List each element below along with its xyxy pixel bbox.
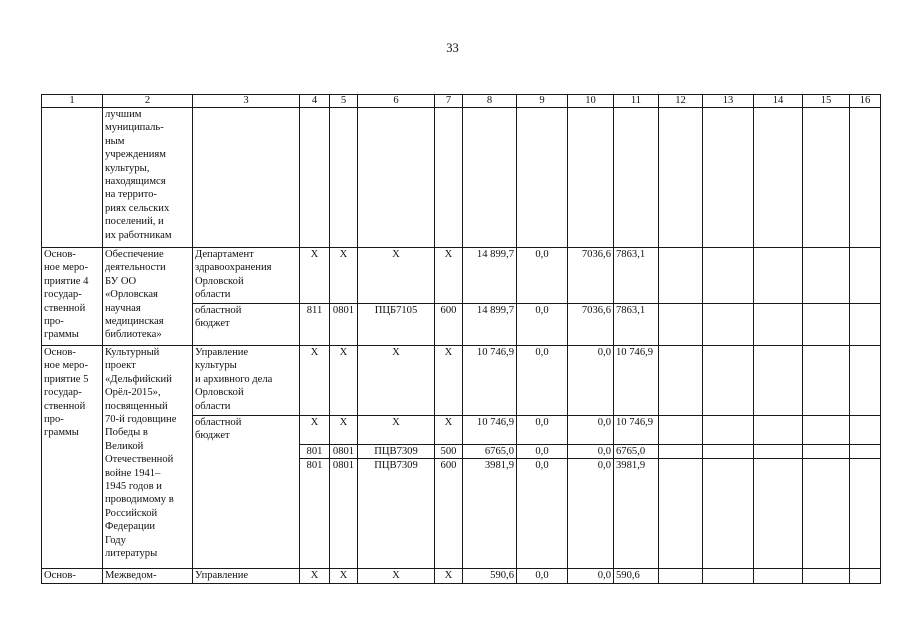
table-cell bbox=[850, 445, 881, 459]
column-header: 6 bbox=[358, 95, 435, 108]
budget-table bbox=[41, 94, 881, 584]
table-cell: Х bbox=[435, 569, 463, 583]
table-cell bbox=[803, 569, 850, 583]
table-row bbox=[42, 569, 881, 583]
amount-cell: 6765,0 bbox=[463, 445, 517, 459]
amount-cell: 0,0 bbox=[517, 416, 568, 445]
table-cell bbox=[330, 108, 358, 248]
table-cell: Х bbox=[358, 248, 435, 304]
table-cell bbox=[703, 445, 754, 459]
amount-cell: 0,0 bbox=[568, 445, 614, 459]
table-cell bbox=[803, 416, 850, 445]
amount-cell: 0,0 bbox=[517, 304, 568, 346]
executor-cell: Управление bbox=[193, 569, 300, 583]
table-cell: Х bbox=[358, 569, 435, 583]
amount-cell: 0,0 bbox=[568, 569, 614, 583]
amount-cell: 10 746,9 bbox=[463, 416, 517, 445]
column-header: 7 bbox=[435, 95, 463, 108]
table-cell: Х bbox=[435, 416, 463, 445]
table-cell bbox=[703, 304, 754, 346]
table-row bbox=[42, 248, 881, 304]
table-cell bbox=[463, 108, 517, 248]
table-cell: Х bbox=[300, 346, 330, 416]
table-cell bbox=[803, 445, 850, 459]
amount-cell: 10 746,9 bbox=[614, 416, 659, 445]
column-header: 2 bbox=[103, 95, 193, 108]
table-cell: Х bbox=[330, 248, 358, 304]
column-header: 1 bbox=[42, 95, 103, 108]
amount-cell: 590,6 bbox=[614, 569, 659, 583]
executor-cell: Управление культуры и архивного дела Орловской области bbox=[193, 346, 300, 416]
amount-cell: 0,0 bbox=[517, 346, 568, 416]
measure-label-cell: Основ- ное меро- приятие 5 государ- ственной про- граммы bbox=[42, 346, 103, 569]
table-cell bbox=[42, 108, 103, 248]
table-cell: 500 bbox=[435, 445, 463, 459]
table-cell: 600 bbox=[435, 459, 463, 569]
table-cell: Х bbox=[300, 248, 330, 304]
table-cell bbox=[659, 248, 703, 304]
table-cell: Х bbox=[300, 569, 330, 583]
amount-cell: 14 899,7 bbox=[463, 304, 517, 346]
column-header: 11 bbox=[614, 95, 659, 108]
table-cell bbox=[850, 459, 881, 569]
amount-cell: 0,0 bbox=[517, 569, 568, 583]
table-row bbox=[42, 346, 881, 416]
table-cell bbox=[803, 459, 850, 569]
amount-cell: 10 746,9 bbox=[614, 346, 659, 416]
table-cell bbox=[435, 108, 463, 248]
table-cell bbox=[803, 108, 850, 248]
table-cell: 801 bbox=[300, 459, 330, 569]
table-cell bbox=[850, 416, 881, 445]
table-cell: ПЦБ7105 bbox=[358, 304, 435, 346]
table-cell: Х bbox=[358, 416, 435, 445]
table-cell bbox=[754, 459, 803, 569]
table-cell bbox=[703, 569, 754, 583]
table-cell bbox=[850, 569, 881, 583]
table-cell bbox=[754, 248, 803, 304]
column-header: 8 bbox=[463, 95, 517, 108]
measure-label-cell: Основ- ное меро- приятие 4 государ- ственной про- граммы bbox=[42, 248, 103, 346]
column-header: 3 bbox=[193, 95, 300, 108]
table-cell: 0801 bbox=[330, 304, 358, 346]
table-cell: Х bbox=[435, 248, 463, 304]
executor-cell: областной бюджет bbox=[193, 416, 300, 569]
table-cell: 811 bbox=[300, 304, 330, 346]
amount-cell: 7863,1 bbox=[614, 304, 659, 346]
measure-label-cell: Основ- bbox=[42, 569, 103, 583]
executor-cell: областной бюджет bbox=[193, 304, 300, 346]
measure-name-cell: Культурный проект «Дельфийский Орёл-2015», посвященный 70-й годовщине Победы в Великой Отечественной войне 1941– 1945 годов и проводимому в Российской Федерации Году литературы bbox=[103, 346, 193, 569]
amount-cell: 0,0 bbox=[517, 248, 568, 304]
table-cell bbox=[850, 108, 881, 248]
table-cell bbox=[754, 569, 803, 583]
table-cell bbox=[850, 346, 881, 416]
header-row bbox=[42, 95, 881, 108]
amount-cell: 7036,6 bbox=[568, 304, 614, 346]
table-cell bbox=[193, 108, 300, 248]
table-cell bbox=[358, 108, 435, 248]
table-cell bbox=[754, 416, 803, 445]
table-cell bbox=[659, 304, 703, 346]
column-header: 16 bbox=[850, 95, 881, 108]
table-cell bbox=[659, 445, 703, 459]
column-header: 15 bbox=[803, 95, 850, 108]
table-cell: ПЦВ7309 bbox=[358, 445, 435, 459]
table-cell: 600 bbox=[435, 304, 463, 346]
table-cell bbox=[659, 459, 703, 569]
table-cell: ПЦВ7309 bbox=[358, 459, 435, 569]
amount-cell: 7036,6 bbox=[568, 248, 614, 304]
table-cell bbox=[517, 108, 568, 248]
table-cell bbox=[659, 108, 703, 248]
amount-cell: 0,0 bbox=[568, 416, 614, 445]
amount-cell: 0,0 bbox=[568, 346, 614, 416]
page-number: 33 bbox=[446, 41, 459, 55]
table-cell bbox=[803, 346, 850, 416]
table-cell bbox=[703, 459, 754, 569]
table-cell: Х bbox=[330, 346, 358, 416]
table-cell bbox=[614, 108, 659, 248]
table-cell bbox=[850, 304, 881, 346]
column-header: 4 bbox=[300, 95, 330, 108]
table-cell bbox=[300, 108, 330, 248]
table-cell bbox=[754, 304, 803, 346]
measure-name-cell: лучшим муниципаль- ным учреждениям культуры, находящимся на террито- риях сельских поселений, и их работникам bbox=[103, 108, 193, 248]
table-cell: 0801 bbox=[330, 459, 358, 569]
amount-cell: 7863,1 bbox=[614, 248, 659, 304]
amount-cell: 0,0 bbox=[568, 459, 614, 569]
table-cell bbox=[703, 346, 754, 416]
table-cell bbox=[659, 416, 703, 445]
table-cell: Х bbox=[358, 346, 435, 416]
column-header: 10 bbox=[568, 95, 614, 108]
column-header: 12 bbox=[659, 95, 703, 108]
measure-name-cell: Обеспечение деятельности БУ ОО «Орловская научная медицинская библиотека» bbox=[103, 248, 193, 346]
table-cell bbox=[850, 248, 881, 304]
amount-cell: 14 899,7 bbox=[463, 248, 517, 304]
table-cell bbox=[659, 569, 703, 583]
amount-cell: 590,6 bbox=[463, 569, 517, 583]
amount-cell: 10 746,9 bbox=[463, 346, 517, 416]
table-cell bbox=[803, 248, 850, 304]
amount-cell: 6765,0 bbox=[614, 445, 659, 459]
table-cell: Х bbox=[300, 416, 330, 445]
column-header: 9 bbox=[517, 95, 568, 108]
table-cell bbox=[754, 445, 803, 459]
table-cell: 0801 bbox=[330, 445, 358, 459]
table-cell: Х bbox=[330, 416, 358, 445]
table-cell bbox=[754, 346, 803, 416]
table-cell bbox=[568, 108, 614, 248]
amount-cell: 3981,9 bbox=[463, 459, 517, 569]
table-cell bbox=[754, 108, 803, 248]
executor-cell: Департамент здравоохранения Орловской области bbox=[193, 248, 300, 304]
measure-name-cell: Межведом- bbox=[103, 569, 193, 583]
column-header: 5 bbox=[330, 95, 358, 108]
table-cell: Х bbox=[330, 569, 358, 583]
amount-cell: 3981,9 bbox=[614, 459, 659, 569]
table-cell bbox=[803, 304, 850, 346]
column-header: 14 bbox=[754, 95, 803, 108]
column-header: 13 bbox=[703, 95, 754, 108]
table-cell bbox=[703, 108, 754, 248]
table-cell: 801 bbox=[300, 445, 330, 459]
table-cell bbox=[703, 248, 754, 304]
table-cell bbox=[659, 346, 703, 416]
table-row bbox=[42, 108, 881, 248]
table-cell: Х bbox=[435, 346, 463, 416]
amount-cell: 0,0 bbox=[517, 459, 568, 569]
amount-cell: 0,0 bbox=[517, 445, 568, 459]
table-cell bbox=[703, 416, 754, 445]
